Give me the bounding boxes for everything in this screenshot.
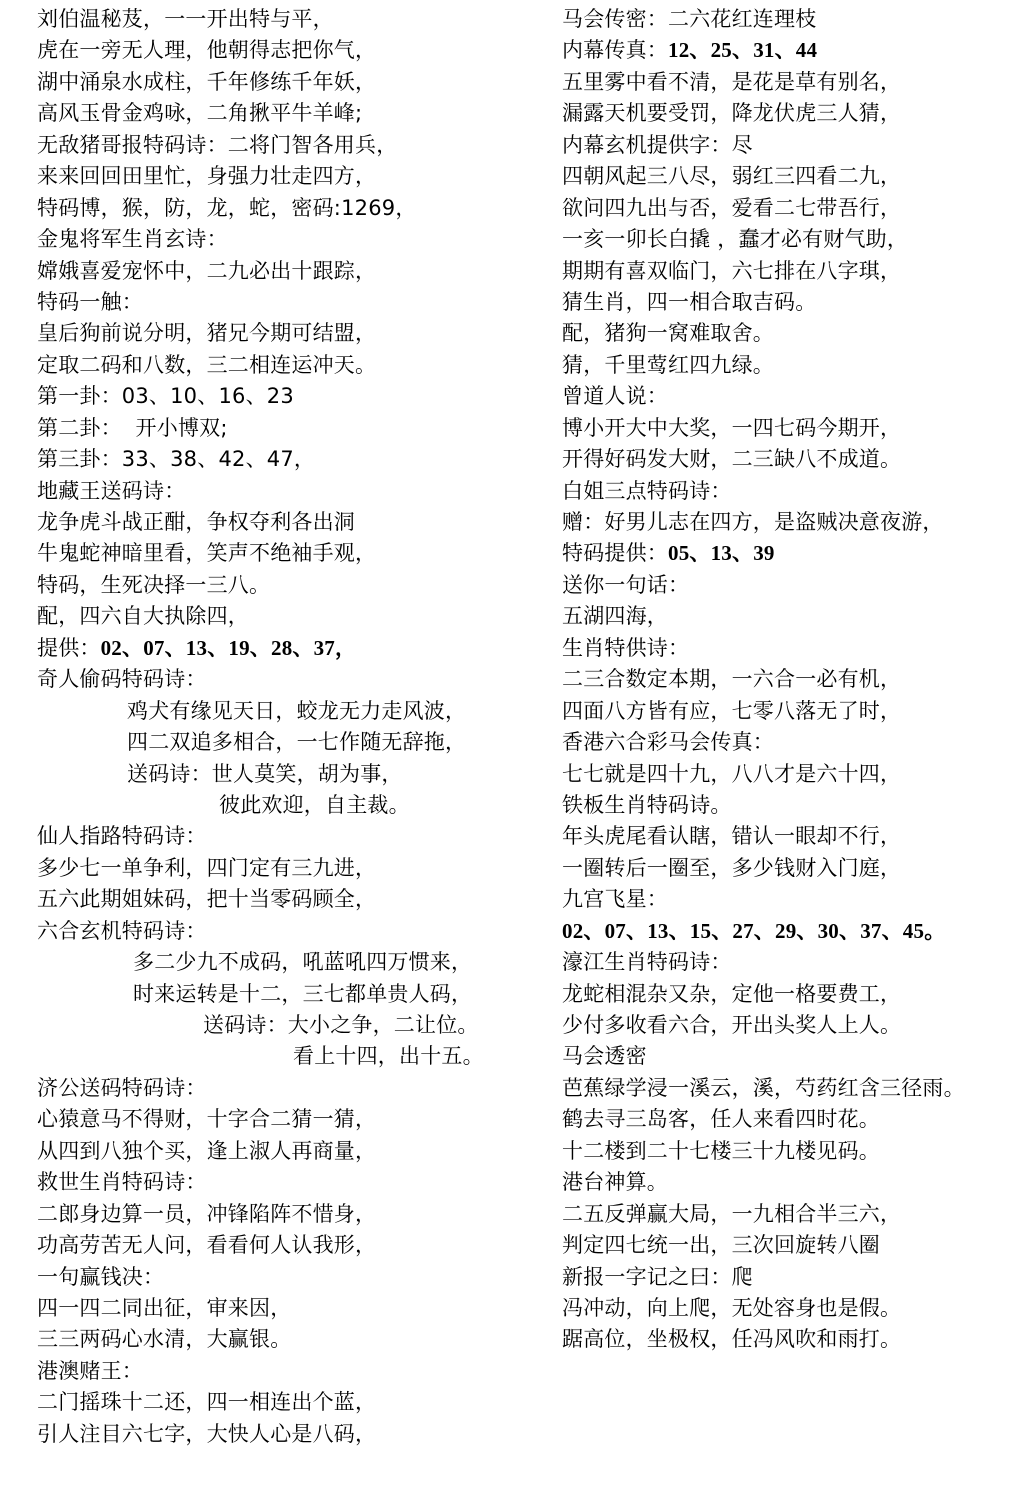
- special-numbers: 05、13、39: [668, 541, 775, 566]
- poem-line: 看上十四，出十五。: [293, 1044, 484, 1069]
- text-line: 引人注目六七字，大快人心是八码，: [37, 1421, 377, 1446]
- text-line: 无敌猪哥报特码诗：二将门智各用兵，: [37, 132, 398, 157]
- text-line: 湖中涌泉水成柱，千年修练千年妖，: [37, 69, 377, 94]
- text-line: 漏露天机要受罚，降龙伏虎三人猜，: [562, 101, 902, 126]
- text-line: 虎在一旁无人理，他朝得志把你气，: [37, 38, 377, 63]
- text-line: 三三两码心水清，大赢银。: [37, 1327, 292, 1352]
- text-line: 鹤去寻三岛客，任人来看四时花。: [562, 1107, 880, 1132]
- section-heading: 港澳赌王：: [37, 1358, 143, 1383]
- text-line: 牛鬼蛇神暗里看，笑声不绝袖手观，: [37, 541, 377, 566]
- section-heading: 铁板生肖特码诗。: [562, 792, 732, 817]
- section-heading: 救世生肖特码诗：: [37, 1170, 207, 1195]
- text-line: 来来回回田里忙，身强力壮走四方，: [37, 164, 377, 189]
- text-line: 博小开大中大奖，一四七码今期开，: [562, 415, 902, 440]
- section-heading: 济公送码特码诗：: [37, 1075, 207, 1100]
- text-line: 新报一字记之曰：爬: [562, 1264, 753, 1289]
- text-line: 十二楼到二十七楼三十九楼见码。: [562, 1138, 880, 1163]
- text-line: 二郎身边算一员，冲锋陷阵不惜身，: [37, 1201, 377, 1226]
- text-line: 特码博，猴，防，龙，蛇，密码:1269，: [37, 195, 417, 220]
- section-heading: 香港六合彩马会传真：: [562, 730, 774, 755]
- text-line: 少付多收看六合，开出头奖人上人。: [562, 1013, 902, 1037]
- text-line: 猜，千里莺红四九绿。: [562, 352, 774, 377]
- text-line: 刘伯温秘芨，一一开出特与平，: [37, 7, 334, 31]
- text-line: 四面八方皆有应，七零八落无了时，: [562, 698, 902, 723]
- poem-line: 送码诗：世人莫笑，胡为事，: [127, 761, 403, 786]
- inside-label: 内幕传真：: [562, 38, 668, 63]
- text-line: 多少七一单争利，四门定有三九进，: [37, 855, 377, 880]
- text-line: 嫦娥喜爱宠怀中，二九必出十跟踪，: [37, 258, 377, 283]
- text-line: 马会传密：二六花红连理枝: [562, 7, 817, 31]
- section-heading: 九宫飞星：: [562, 887, 668, 912]
- text-line: 五六此期姐妹码，把十当零码顾全，: [37, 887, 377, 912]
- section-heading: 特码一触：: [37, 289, 143, 314]
- gua-line: 第三卦：33、38、42、47，: [37, 447, 316, 472]
- text-line: 判定四七统一出，三次回旋转八圈: [562, 1233, 880, 1258]
- poem-line: 时来运转是十二，三七都单贵人码，: [133, 981, 473, 1006]
- gua-line: 第二卦： 开小博双;: [37, 415, 228, 440]
- section-heading: 生肖特供诗：: [562, 635, 690, 660]
- section-heading: 仙人指路特码诗：: [37, 824, 207, 849]
- section-heading: 曾道人说：: [562, 384, 668, 409]
- star-numbers: 02、07、13、15、27、29、30、37、45。: [562, 918, 946, 943]
- text-line: 高风玉骨金鸡咏，二角揪平牛羊峰;: [37, 101, 363, 126]
- text-line: 四一四二同出征，审来因，: [37, 1295, 292, 1320]
- right-column: [562, 4, 1007, 1356]
- section-heading: 奇人偷码特码诗：: [37, 667, 207, 692]
- text-line: 龙蛇相混杂又杂，定他一格要费工，: [562, 981, 902, 1006]
- text-line: 芭蕉绿学浸一溪云，溪，芍药红含三径雨。: [562, 1075, 965, 1100]
- text-line: 七七就是四十九，八八才是六十四，: [562, 761, 902, 786]
- section-heading: 港台神算。: [562, 1170, 668, 1195]
- section-heading: 一句赢钱决：: [37, 1264, 165, 1289]
- section-heading: 六合玄机特码诗：: [37, 918, 207, 943]
- section-heading: 马会透密: [562, 1044, 647, 1069]
- special-numbers-line: [562, 538, 1007, 569]
- section-heading: 送你一句话：: [562, 572, 690, 597]
- poem-line: 送码诗：大小之争，二让位。: [203, 1013, 479, 1037]
- poem-line: 彼此欢迎，自主裁。: [219, 792, 410, 817]
- text-line: 年头虎尾看认瞎，错认一眼却不行，: [562, 824, 902, 849]
- text-line: 冯冲动，向上爬，无处容身也是假。: [562, 1295, 902, 1320]
- text-line: 皇后狗前说分明，猪兄今期可结盟，: [37, 321, 377, 346]
- text-line: 从四到八独个买，逢上淑人再商量，: [37, 1138, 377, 1163]
- text-line: 踞高位，坐极权，任冯风吹和雨打。: [562, 1327, 902, 1352]
- text-line: 内幕玄机提供字：尽: [562, 132, 753, 157]
- text-line: 龙争虎斗战正酣，争权夺利各出洞: [37, 510, 355, 534]
- section-heading: 濠江生肖特码诗：: [562, 950, 732, 975]
- text-line: 二门摇珠十二还，四一相连出个蓝，: [37, 1390, 377, 1415]
- text-line: 欲问四九出与否，爱看二七带吾行，: [562, 195, 902, 220]
- text-line: 二三合数定本期，一六合一必有机，: [562, 667, 902, 692]
- gua-line: 第一卦：03、10、16、23: [37, 384, 294, 409]
- text-line: 四朝风起三八尽，弱红三四看二九，: [562, 164, 902, 189]
- text-line: 开得好码发大财，二三缺八不成道。: [562, 447, 902, 472]
- poem-line: 鸡犬有缘见天日，蛟龙无力走风波，: [127, 698, 467, 723]
- star-numbers-line: [562, 916, 1007, 947]
- text-line: 一圈转后一圈至，多少钱财入门庭，: [562, 855, 902, 880]
- left-column: [37, 4, 517, 1450]
- text-line: 配，猪狗一窝难取舍。: [562, 321, 774, 346]
- section-heading: 金鬼将军生肖玄诗：: [37, 227, 228, 252]
- text-line: 二五反弹赢大局，一九相合半三六，: [562, 1201, 902, 1226]
- provide-numbers: 02、07、13、19、28、37，: [100, 635, 357, 660]
- poem-line: 多二少九不成码，吼蓝吼四万惯来，: [133, 950, 473, 975]
- section-heading: 白姐三点特码诗：: [562, 478, 732, 503]
- provide-label: 提供：: [37, 635, 101, 660]
- poem-line: 四二双追多相合，一七作随无辞拖，: [127, 730, 467, 755]
- text-line: 配，四六自大执除四，: [37, 604, 249, 629]
- text-line: 期期有喜双临门，六七排在八字琪，: [562, 258, 902, 283]
- inside-numbers-line: [562, 35, 1007, 66]
- text-line: 定取二码和八数，三二相连运冲天。: [37, 352, 377, 377]
- text-line: 赠：好男儿志在四方，是盗贼决意夜游，: [562, 510, 944, 534]
- provide-line: [37, 633, 517, 664]
- special-label: 特码提供：: [562, 541, 668, 566]
- text-line: 功高劳苦无人问，看看何人认我形，: [37, 1233, 377, 1258]
- text-line: 心猿意马不得财，十字合二猜一猜，: [37, 1107, 377, 1132]
- inside-numbers: 12、25、31、44: [668, 38, 818, 63]
- text-line: 五里雾中看不清，是花是草有别名，: [562, 69, 902, 94]
- text-line: 一亥一卯长白撬 ，蠢才必有财气助，: [562, 227, 909, 252]
- text-line: 猜生肖，四一相合取吉码。: [562, 289, 817, 314]
- text-line: 特码，生死决择一三八。: [37, 572, 271, 597]
- text-line: 五湖四海，: [562, 604, 668, 629]
- section-heading: 地藏王送码诗：: [37, 478, 186, 503]
